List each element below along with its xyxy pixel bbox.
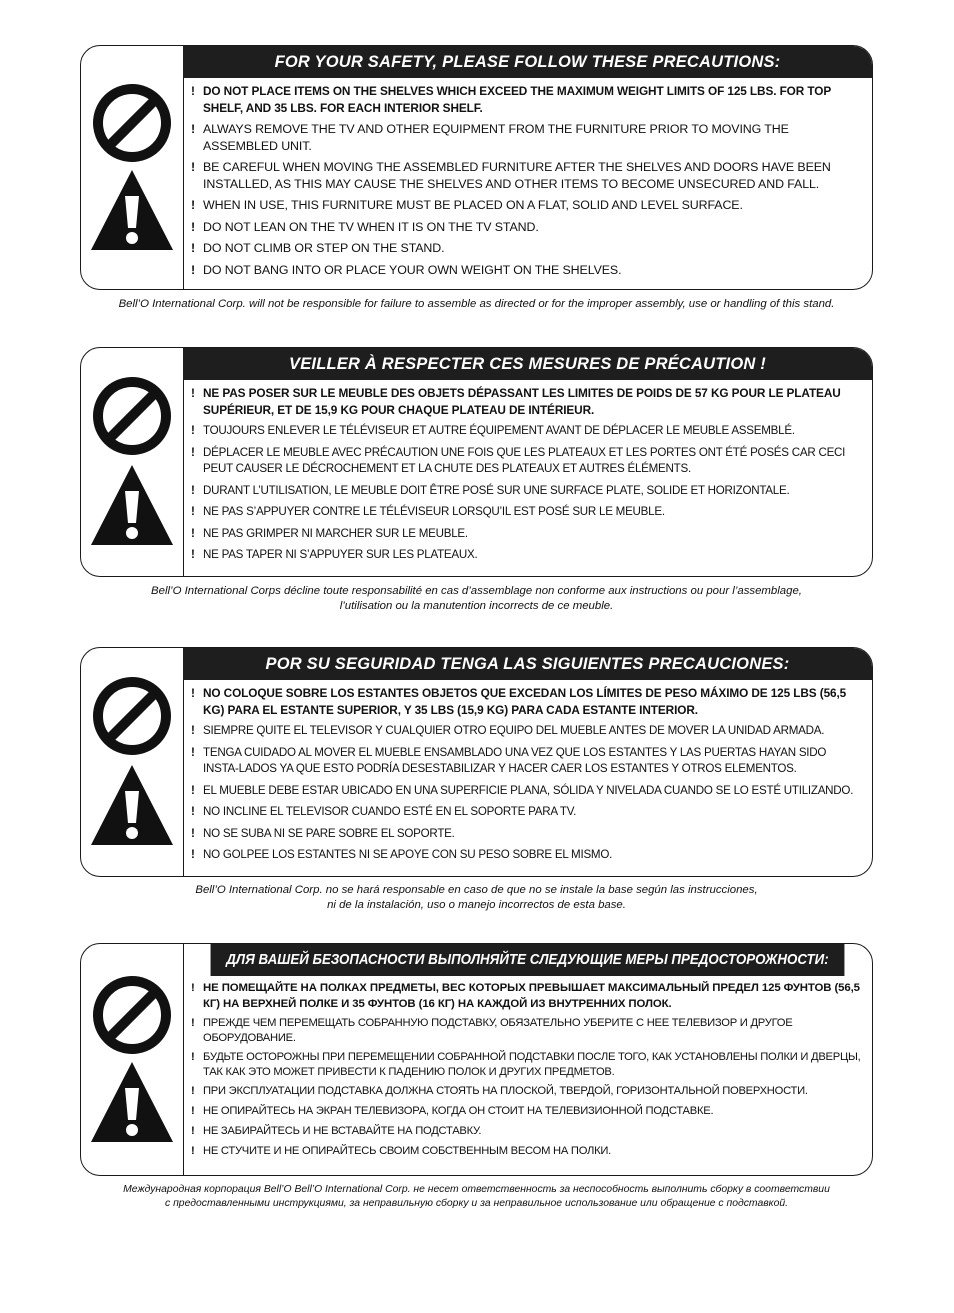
list-item: ! NE PAS POSER SUR LE MEUBLE DES OBJETS DÉPASSANT LES LIMITES DE POIDS DE 57 KG POUR LE PLATEAU SUPÉRIEUR, ET DE 15,9 KG POUR CHAQUE PLATEAU DE INTÉRIEUR. [191, 386, 841, 417]
safety-section-en [80, 45, 873, 290]
safety-section-fr [80, 347, 873, 577]
icons-column [81, 46, 184, 289]
list-item: ! НЕ СТУЧИТЕ И НЕ ОПИРАЙТЕСЬ СВОИМ СОБСТВЕННЫМ ВЕСОМ НА ПОЛКИ. [191, 1145, 612, 1157]
warning-exclamation-icon [89, 763, 175, 849]
precautions-box-ru [80, 943, 873, 1176]
icons-column [81, 944, 184, 1175]
disclaimer-es: Bell’O International Corp. no se hará responsable en caso de que no se instale la base según las instrucciones, ni de la instalación, uso o manejo incorrectos de esta base. [195, 884, 758, 911]
list-item: ! NO SE SUBA NI SE PARE SOBRE EL SOPORTE. [191, 826, 455, 840]
list-item: ! NO INCLINE EL TELEVISOR CUANDO ESTÉ EN EL SOPORTE PARA TV. [191, 805, 577, 818]
list-item: ! ПРЕЖДЕ ЧЕМ ПЕРЕМЕЩАТЬ СОБРАННУЮ ПОДСТАВКУ, ОБЯЗАТЕЛЬНО УБЕРИТЕ С НЕЕ ТЕЛЕВИЗОР И ДРУГОЕ ОБОРУДОВАНИЕ. [191, 1017, 793, 1044]
list-item: ! DÉPLACER LE MEUBLE AVEC PRÉCAUTION UNE FOIS QUE LES PLATEAUX ET LES PORTES ONT ÉTÉ POSÉS CAR CECI PEUT CAUSER LE DÉCROCHEMENT ET LA CHUTE DES PLATEAUX ET AUTRES ÉLÉMENTS. [191, 445, 846, 475]
section-header: VEILLER À RESPECTER CES MESURES DE PRÉCAUTION ! [183, 348, 872, 380]
list-item: ! DO NOT CLIMB OR STEP ON THE STAND. [191, 241, 445, 255]
precautions-box-en [80, 45, 873, 290]
list-item: ! БУДЬТЕ ОСТОРОЖНЫ ПРИ ПЕРЕМЕЩЕНИИ СОБРАННОЙ ПОДСТАВКИ ПОСЛЕ ТОГО, КАК УСТАНОВЛЕНЫ ПОЛКИ И ДВЕРЦЫ, ТАК КАК ЭТО МОЖЕТ ПРИВЕСТИ К ПАДЕНИЮ ПОЛОК И ДРУГИХ ПРЕДМЕТОВ. [191, 1051, 861, 1078]
precautions-box-es [80, 647, 873, 877]
disclaimer-fr: Bell’O International Corps décline toute responsabilité en cas d’assemblage non conforme aux instructions ou pour l’assemblage, l’utilisation ou la manutention incorrects de ce meuble. [151, 585, 802, 612]
list-item: ! EL MUEBLE DEBE ESTAR UBICADO EN UNA SUPERFICIE PLANA, SÓLIDA Y NIVELADA CUANDO SE LO ESTÉ UTILIZANDO. [191, 783, 854, 797]
list-item: ! NE PAS S’APPUYER CONTRE LE TÉLÉVISEUR LORSQU’IL EST POSÉ SUR LE MEUBLE. [191, 505, 665, 518]
list-item: ! BE CAREFUL WHEN MOVING THE ASSEMBLED FURNITURE AFTER THE SHELVES AND DOORS HAVE BEEN INSTALLED, AS THIS MAY CAUSE THE SHELVES AND OTHER ITEMS TO BECOME UNSECURED AND FALL. [191, 160, 831, 191]
disclaimer-ru: Международная корпорация Bell’O Bell’O International Corp. не несет ответственность за неспособность выполнить сборку в соответствии с предоставленными инструкциями, за неправильную сборку и за неправильное использование или обращение с подставкой. [123, 1184, 830, 1209]
safety-section-es [80, 647, 873, 877]
prohibition-icon [89, 673, 175, 759]
disclaimer-en: Bell’O International Corp. will not be responsible for failure to assemble as directed or for the improper assembly, use or handling of this stand. [118, 298, 835, 310]
list-item: ! DURANT L’UTILISATION, LE MEUBLE DOIT ÊTRE POSÉ SUR UNE SURFACE PLATE, SOLIDE ET HORIZONTALE. [191, 483, 790, 497]
prohibition-icon [89, 373, 175, 459]
list-item: ! WHEN IN USE, THIS FURNITURE MUST BE PLACED ON A FLAT, SOLID AND LEVEL SURFACE. [191, 198, 743, 212]
warning-exclamation-icon [89, 1060, 175, 1146]
list-item: ! НЕ ЗАБИРАЙТЕСЬ И НЕ ВСТАВАЙТЕ НА ПОДСТАВКУ. [191, 1125, 482, 1137]
list-item: ! НЕ ПОМЕЩАЙТЕ НА ПОЛКАХ ПРЕДМЕТЫ, ВЕС КОТОРЫХ ПРЕВЫШАЕТ МАКСИМАЛЬНЫЙ ПРЕДЕЛ 125 ФУНТОВ (56,5 КГ) НА ВЕРХНЕЙ ПОЛКЕ И 35 ФУНТОВ (16 КГ) НА КАЖДОЙ ИЗ ВНУТРЕННИХ ПОЛОК. [191, 982, 860, 1010]
safety-section-ru [80, 943, 873, 1176]
precautions-box-fr [80, 347, 873, 577]
list-item: ! DO NOT PLACE ITEMS ON THE SHELVES WHICH EXCEED THE MAXIMUM WEIGHT LIMITS OF 125 LBS. FOR TOP SHELF, AND 35 LBS. FOR EACH INTERIOR SHELF. [191, 84, 831, 115]
list-item: ! TENGA CUIDADO AL MOVER EL MUEBLE ENSAMBLADO UNA VEZ QUE LOS ESTANTES Y LAS PUERTAS HAYAN SIDO INSTA-LADOS YA QUE ESTO PODRÍA DESESTABILIZAR Y HACER CAER LOS ESTANTES Y OTROS ELEMENTOS. [191, 745, 827, 775]
list-item: ! NE PAS TAPER NI S’APPUYER SUR LES PLATEAUX. [191, 548, 478, 561]
list-item: ! ПРИ ЭКСПЛУАТАЦИИ ПОДСТАВКА ДОЛЖНА СТОЯТЬ НА ПЛОСКОЙ, ТВЕРДОЙ, ГОРИЗОНТАЛЬНОЙ ПОВЕРХНОСТИ. [191, 1085, 808, 1097]
list-item: ! ALWAYS REMOVE THE TV AND OTHER EQUIPMENT FROM THE FURNITURE PRIOR TO MOVING THE ASSEMBLED UNIT. [191, 122, 789, 153]
icons-column [81, 348, 184, 576]
prohibition-icon [89, 972, 175, 1058]
precautions-list [191, 83, 864, 283]
list-item: ! SIEMPRE QUITE EL TELEVISOR Y CUALQUIER OTRO EQUIPO DEL MUEBLE ANTES DE MOVER LA UNIDAD ARMADA. [191, 724, 825, 737]
precautions-list [191, 981, 864, 1164]
warning-exclamation-icon [89, 168, 175, 254]
section-header: FOR YOUR SAFETY, PLEASE FOLLOW THESE PRECAUTIONS: [183, 46, 872, 78]
prohibition-icon [89, 80, 175, 166]
section-header: POR SU SEGURIDAD TENGA LAS SIGUIENTES PRECAUCIONES: [183, 648, 872, 680]
list-item: ! NE PAS GRIMPER NI MARCHER SUR LE MEUBLE. [191, 526, 468, 540]
list-item: ! NO GOLPEE LOS ESTANTES NI SE APOYE CON SU PESO SOBRE EL MISMO. [191, 848, 613, 861]
list-item: ! DO NOT BANG INTO OR PLACE YOUR OWN WEIGHT ON THE SHELVES. [191, 262, 622, 277]
list-item: ! NO COLOQUE SOBRE LOS ESTANTES OBJETOS QUE EXCEDAN LOS LÍMITES DE PESO MÁXIMO DE 125 LBS (56,5 KG) PARA EL ESTANTE SUPERIOR, Y 35 LBS (15,9 KG) PARA CADA ESTANTE INTERIOR. [191, 686, 847, 717]
precautions-list [191, 685, 864, 869]
list-item: ! DO NOT LEAN ON THE TV WHEN IT IS ON THE TV STAND. [191, 219, 539, 234]
warning-exclamation-icon [89, 463, 175, 549]
precautions-list [191, 385, 864, 569]
list-item: ! НЕ ОПИРАЙТЕСЬ НА ЭКРАН ТЕЛЕВИЗОРА, КОГДА ОН СТОИТ НА ТЕЛЕВИЗИОННОЙ ПОДСТАВКЕ. [191, 1105, 714, 1117]
section-header: ДЛЯ ВАШЕЙ БЕЗОПАСНОСТИ ВЫПОЛНЯЙТЕ СЛЕДУЮЩИЕ МЕРЫ ПРЕДОСТОРОЖНОСТИ: [211, 944, 845, 976]
list-item: ! TOUJOURS ENLEVER LE TÉLÉVISEUR ET AUTRE ÉQUIPEMENT AVANT DE DÉPLACER LE MEUBLE ASSEMBLÉ. [191, 424, 795, 437]
icons-column [81, 648, 184, 876]
